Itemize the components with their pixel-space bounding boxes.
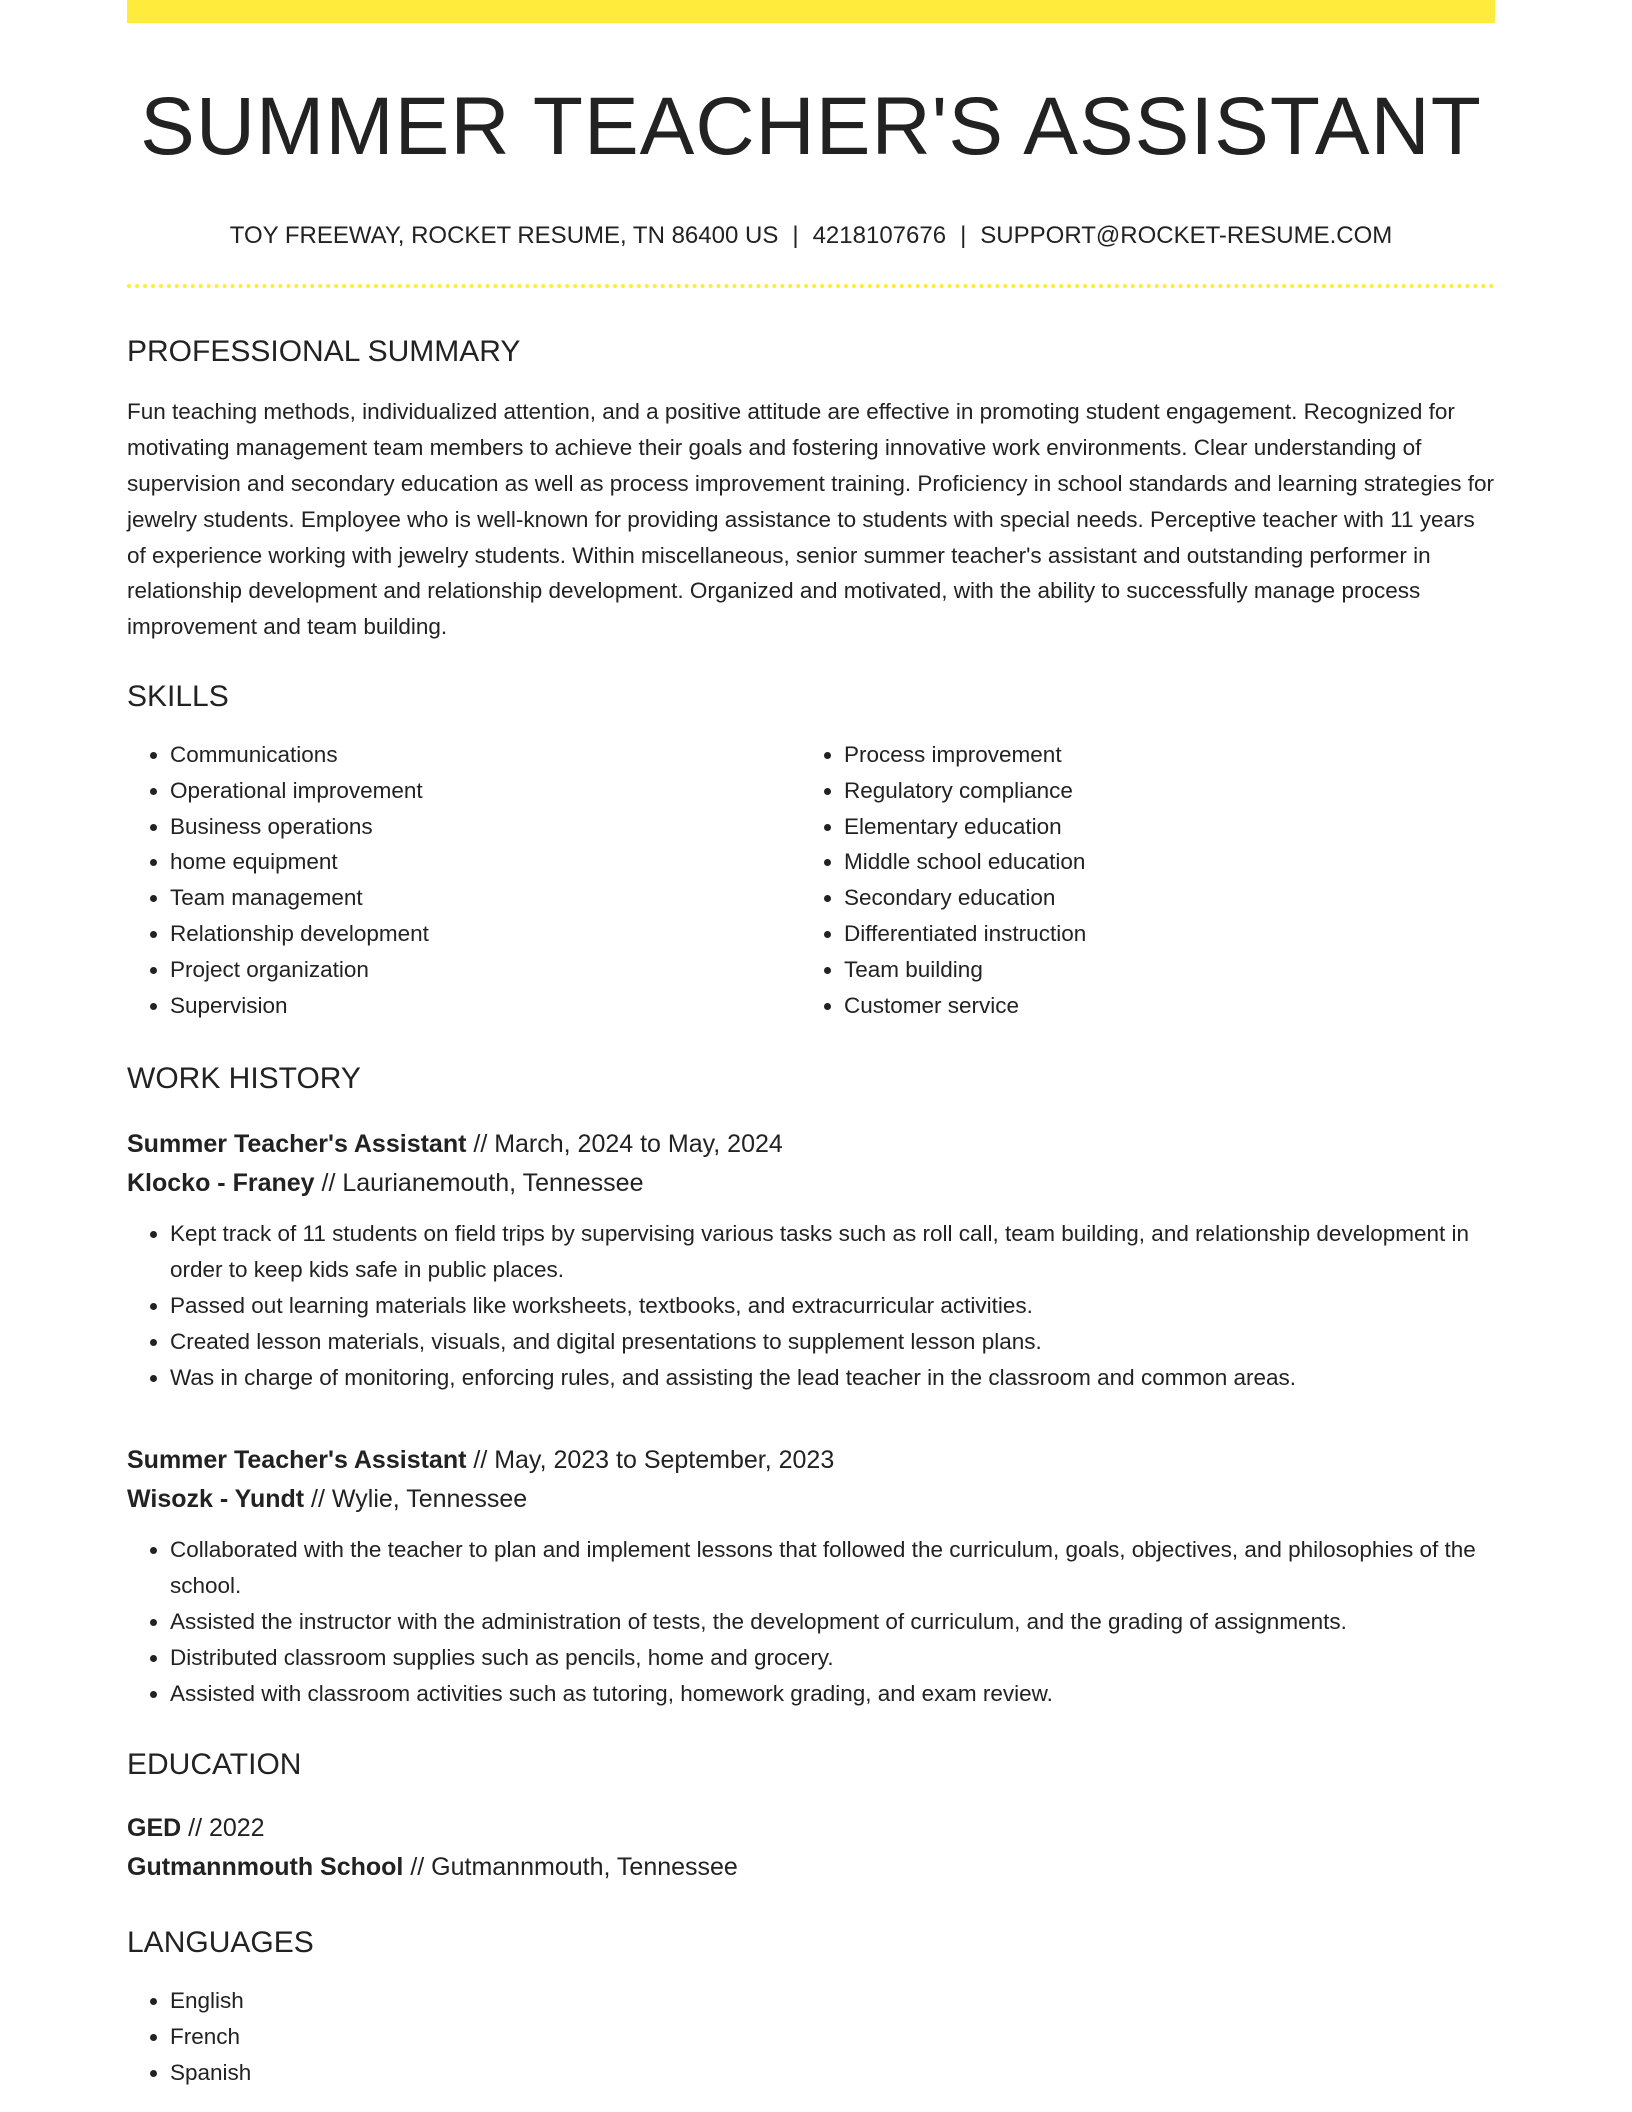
job-bullet: • Passed out learning materials like worksheets, textbooks, and extracurricular activities.: [170, 1288, 1495, 1324]
education-degree: GED: [127, 1814, 182, 1843]
job-dates: // May, 2023 to September, 2023: [466, 1446, 835, 1475]
skill-item: • Elementary education: [844, 809, 1475, 845]
skill-item: • Secondary education: [844, 880, 1475, 916]
language-item: • English: [170, 1983, 1495, 2019]
skill-item: • Regulatory compliance: [844, 773, 1475, 809]
job-bullet: • Assisted with classroom activities such as tutoring, homework grading, and exam review.: [170, 1676, 1495, 1712]
skill-item: • Operational improvement: [170, 773, 801, 809]
education-location: // Gutmannmouth, Tennessee: [403, 1853, 738, 1882]
skills-list: [127, 737, 1495, 1023]
job-bullet: • Distributed classroom supplies such as pencils, home and grocery.: [170, 1640, 1495, 1676]
job-role: Summer Teacher's Assistant: [127, 1130, 467, 1159]
education-degree-line: [127, 1809, 1495, 1848]
contact-email: SUPPORT@ROCKET-RESUME.COM: [980, 222, 1393, 250]
education-school-line: [127, 1848, 1495, 1887]
job-entry: [127, 1441, 1495, 1711]
skill-item: • Team management: [170, 880, 801, 916]
skill-item: • Customer service: [844, 988, 1475, 1024]
education-heading: EDUCATION: [127, 1748, 302, 1782]
summary-text: Fun teaching methods, individualized attention, and a positive attitude are effective in promoting student engagement. Recognized for motivating management team members to achieve their goals and fostering innovative work environments. Clear understanding of supervision and secondary education as well as process improvement training. Proficiency in school standards and learning strategies for jewelry students. Employee who is well-known for providing assistance to students with special needs. Perceptive teacher with 11 years of experience working with jewelry students. Within miscellaneous, senior summer teacher's assistant and outstanding performer in relationship development and relationship development. Organized and motivated, with the ability to successfully manage process improvement and team building.: [127, 399, 1494, 640]
job-location: // Laurianemouth, Tennessee: [314, 1169, 644, 1198]
contact-separator: |: [960, 222, 967, 250]
skill-item: • Process improvement: [844, 737, 1475, 773]
languages-heading: LANGUAGES: [127, 1926, 314, 1960]
job-bullets: [127, 1216, 1495, 1395]
contact-address: TOY FREEWAY, ROCKET RESUME, TN 86400 US: [229, 222, 779, 250]
language-item: • French: [170, 2019, 1495, 2055]
skill-item: • Middle school education: [844, 844, 1475, 880]
job-role: Summer Teacher's Assistant: [127, 1446, 467, 1475]
skills-heading: SKILLS: [127, 679, 229, 713]
contact-line: [127, 220, 1495, 251]
job-entry: [127, 1125, 1495, 1395]
skill-item: • Supervision: [170, 988, 801, 1024]
job-company-line: [127, 1480, 1495, 1519]
education-school: Gutmannmouth School: [127, 1853, 404, 1882]
job-bullet: • Created lesson materials, visuals, and digital presentations to supplement lesson plans.: [170, 1324, 1495, 1360]
skill-item: • Differentiated instruction: [844, 916, 1475, 952]
work-history-heading: WORK HISTORY: [127, 1062, 361, 1096]
job-bullet: • Kept track of 11 students on field trips by supervising various tasks such as roll call, team building, and relationship development in order to keep kids safe in public places.: [170, 1216, 1495, 1288]
dotted-divider: [127, 284, 1495, 288]
job-company: Klocko - Franey: [127, 1169, 315, 1198]
job-role-line: [127, 1441, 1495, 1480]
job-bullet: • Was in charge of monitoring, enforcing rules, and assisting the lead teacher in the classroom and common areas.: [170, 1360, 1495, 1396]
resume-title: SUMMER TEACHER'S ASSISTANT: [140, 81, 1482, 172]
job-bullet: • Collaborated with the teacher to plan and implement lessons that followed the curriculum, goals, objectives, and philosophies of the school.: [170, 1532, 1495, 1604]
education-entry: [127, 1809, 1495, 1887]
skill-item: • Project organization: [170, 952, 801, 988]
skills-column-right: [801, 737, 1475, 1023]
job-role-line: [127, 1125, 1495, 1164]
languages-list: [127, 1983, 1495, 2090]
contact-phone: 4218107676: [812, 222, 947, 250]
skills-column-left: [127, 737, 801, 1023]
skill-item: • home equipment: [170, 844, 801, 880]
language-item: • Spanish: [170, 2055, 1495, 2091]
job-dates: // March, 2024 to May, 2024: [466, 1130, 783, 1159]
education-year: // 2022: [181, 1814, 265, 1843]
summary-heading: PROFESSIONAL SUMMARY: [127, 335, 521, 369]
job-location: // Wylie, Tennessee: [304, 1485, 528, 1514]
job-bullet: • Assisted the instructor with the administration of tests, the development of curriculum, and the grading of assignments.: [170, 1604, 1495, 1640]
job-company-line: [127, 1164, 1495, 1203]
top-accent-bar: [127, 0, 1495, 23]
skill-item: • Relationship development: [170, 916, 801, 952]
job-company: Wisozk - Yundt: [127, 1485, 305, 1514]
skill-item: • Team building: [844, 952, 1475, 988]
skill-item: • Business operations: [170, 809, 801, 845]
skill-item: • Communications: [170, 737, 801, 773]
contact-separator: |: [792, 222, 799, 250]
resume-page: [127, 0, 1495, 2091]
job-bullets: [127, 1532, 1495, 1711]
